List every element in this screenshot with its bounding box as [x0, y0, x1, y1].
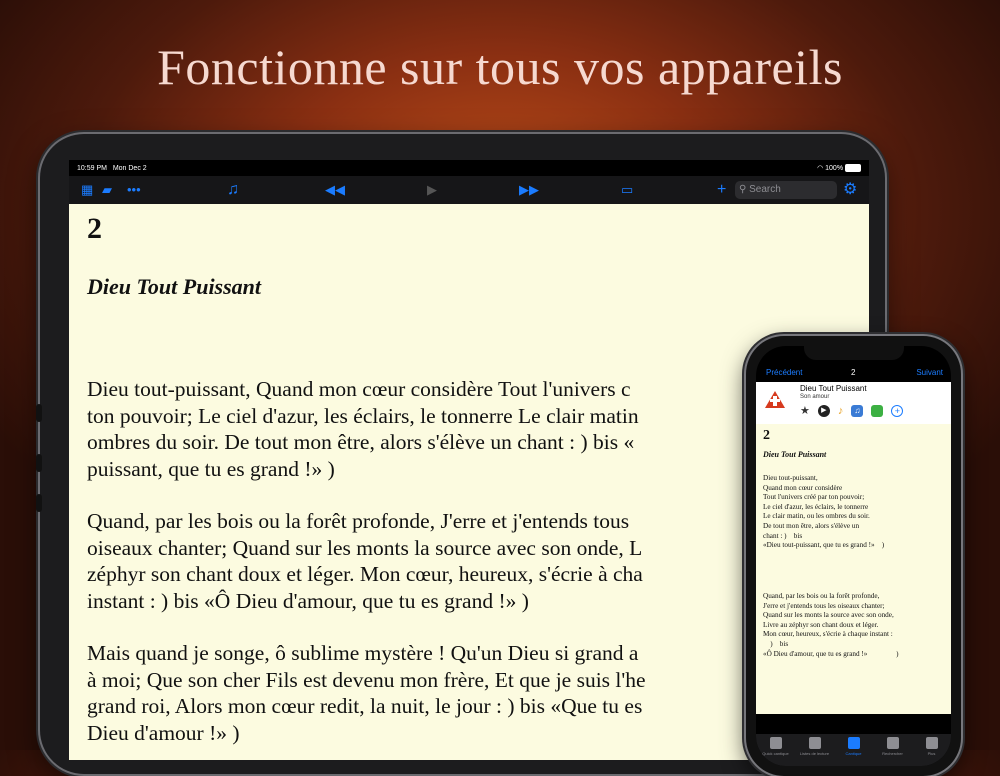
stanza-line: Quand, par les bois ou la forêt profonde, J'erre et j'entends tous — [87, 509, 630, 533]
play-circle-icon[interactable]: ▶ — [818, 405, 830, 417]
star-icon[interactable]: ★ — [800, 405, 810, 417]
grid-icon[interactable]: ▦ — [81, 182, 94, 197]
stanza: Quand, par les bois ou la forêt profonde, J'erre et j'entends tous les oiseaux chanter; Quand sur les monts la source avec son onde, Livre au zéphyr son chant doux et léger. Mon cœur, heureux, s'écrie à chaque instant : ) bis «Ô Dieu d'amour, que tu es grand !» ) — [763, 592, 899, 658]
stanza — [87, 508, 643, 614]
tab-label: Cantique — [845, 751, 862, 756]
stanza-line: Dieu tout-puissant, Quand mon cœur considère Tout l'univers c — [87, 377, 631, 401]
stanza-line: ombres du soir. De tout mon être, alors s'élève un chant : ) bis « — [87, 430, 635, 454]
more-icon[interactable]: ••• — [127, 182, 141, 197]
song-number: 2 — [87, 212, 102, 245]
music-note-icon[interactable]: ♪ — [837, 404, 844, 417]
battery-icon — [845, 164, 861, 172]
stanza: Dieu tout-puissant, Quand mon cœur considère Tout l'univers créé par ton pouvoir; Le ciel d'azur, les éclairs, le tonnerre Le clair matin, ou les ombres du soir. De tout mon être, alors s'élève un chant : ) bis «Dieu tout-puissant, que tu es grand !» ) — [763, 474, 885, 550]
stanza — [87, 376, 639, 482]
book-icon — [848, 737, 860, 749]
iphone-device — [746, 336, 961, 776]
notch — [804, 346, 904, 360]
song-number: 2 — [763, 428, 770, 443]
tab-label: Rechercher — [882, 751, 903, 756]
status-time: 10:59 PM — [77, 164, 107, 172]
status-battery: 100% — [825, 164, 844, 172]
header-subtitle: Son amour — [800, 394, 830, 400]
stanza-line: oiseaux chanter; Quand sur les monts la source avec son onde, L — [87, 535, 643, 560]
wifi-icon: ◠ — [817, 164, 824, 172]
song-header — [756, 382, 951, 424]
tab-bar — [756, 734, 951, 766]
logo-icon — [762, 388, 788, 414]
folder-icon — [809, 737, 821, 749]
screen-icon[interactable] — [871, 405, 883, 417]
add-icon[interactable]: + — [717, 181, 727, 198]
song-title: Dieu Tout Puissant — [87, 274, 262, 299]
music-note-icon[interactable]: ♫ — [227, 181, 239, 198]
grid-icon — [770, 737, 782, 749]
tab-label: Plus — [927, 751, 936, 756]
ipad-side-button — [36, 404, 42, 422]
stanza-line: grand roi, Alors mon cœur redit, la nuit, le jour : ) bis «Que tu es — [87, 694, 643, 718]
stanza-line: ton pouvoir; Le ciel d'azur, les éclairs, le tonnerre Le clair matin — [87, 403, 639, 428]
ipad-side-button — [36, 454, 42, 472]
header-title: Dieu Tout Puissant — [800, 384, 867, 393]
stanza-line: à moi; Que son cher Fils est devenu mon frère, Et que je suis l'he — [87, 667, 646, 692]
next-button[interactable]: Suivant — [916, 368, 943, 377]
fast-forward-icon[interactable]: ▶▶ — [519, 182, 539, 197]
tab-listes-de-lecture[interactable] — [795, 734, 834, 766]
tab-label: Quick cantique — [762, 751, 789, 756]
gear-icon[interactable]: ⚙ — [843, 181, 858, 198]
tab-rechercher[interactable] — [873, 734, 912, 766]
more-icon — [926, 737, 938, 749]
display-icon[interactable]: ▭ — [621, 182, 634, 197]
search-field[interactable] — [735, 181, 837, 199]
song-title: Dieu Tout Puissant — [763, 450, 827, 459]
stanza-line: Mais quand je songe, ô sublime mystère ! Qu'un Dieu si grand a — [87, 641, 639, 665]
header-actions — [800, 404, 903, 417]
folder-icon[interactable]: ▰ — [102, 182, 112, 197]
phone-song-page — [756, 424, 951, 714]
stanza-line: instant : ) bis «Ô Dieu d'amour, que tu es grand !» ) — [87, 588, 529, 613]
stanza — [87, 640, 646, 746]
ipad-side-button — [36, 494, 42, 512]
search-placeholder: Search — [749, 184, 781, 195]
tab-label: Listes de lecture — [799, 751, 830, 756]
status-date: Mon Dec 2 — [112, 164, 147, 172]
search-icon — [887, 737, 899, 749]
previous-button[interactable]: Précédent — [766, 368, 803, 377]
itunes-icon[interactable]: ♫ — [851, 405, 863, 417]
add-circle-icon[interactable]: + — [891, 405, 903, 417]
stanza-line: Dieu d'amour !» ) — [87, 720, 240, 745]
stanza-line: zéphyr son chant doux et léger. Mon cœur, heureux, s'écrie à cha — [87, 562, 643, 586]
play-icon[interactable]: ▶ — [427, 182, 437, 197]
search-icon: ⚲ — [739, 184, 747, 195]
toolbar — [69, 176, 869, 204]
nav-number: 2 — [851, 368, 856, 377]
stanza-line: puissant, que tu es grand !» ) — [87, 456, 335, 481]
headline: Fonctionne sur tous vos appareils — [157, 39, 843, 95]
tab-plus[interactable] — [912, 734, 951, 766]
tab-quick-cantique[interactable] — [756, 734, 795, 766]
rewind-icon[interactable]: ◀◀ — [325, 182, 345, 197]
iphone-screen — [756, 346, 951, 766]
status-bar — [69, 160, 869, 176]
nav-bar — [756, 364, 951, 380]
tab-cantique[interactable] — [834, 734, 873, 766]
